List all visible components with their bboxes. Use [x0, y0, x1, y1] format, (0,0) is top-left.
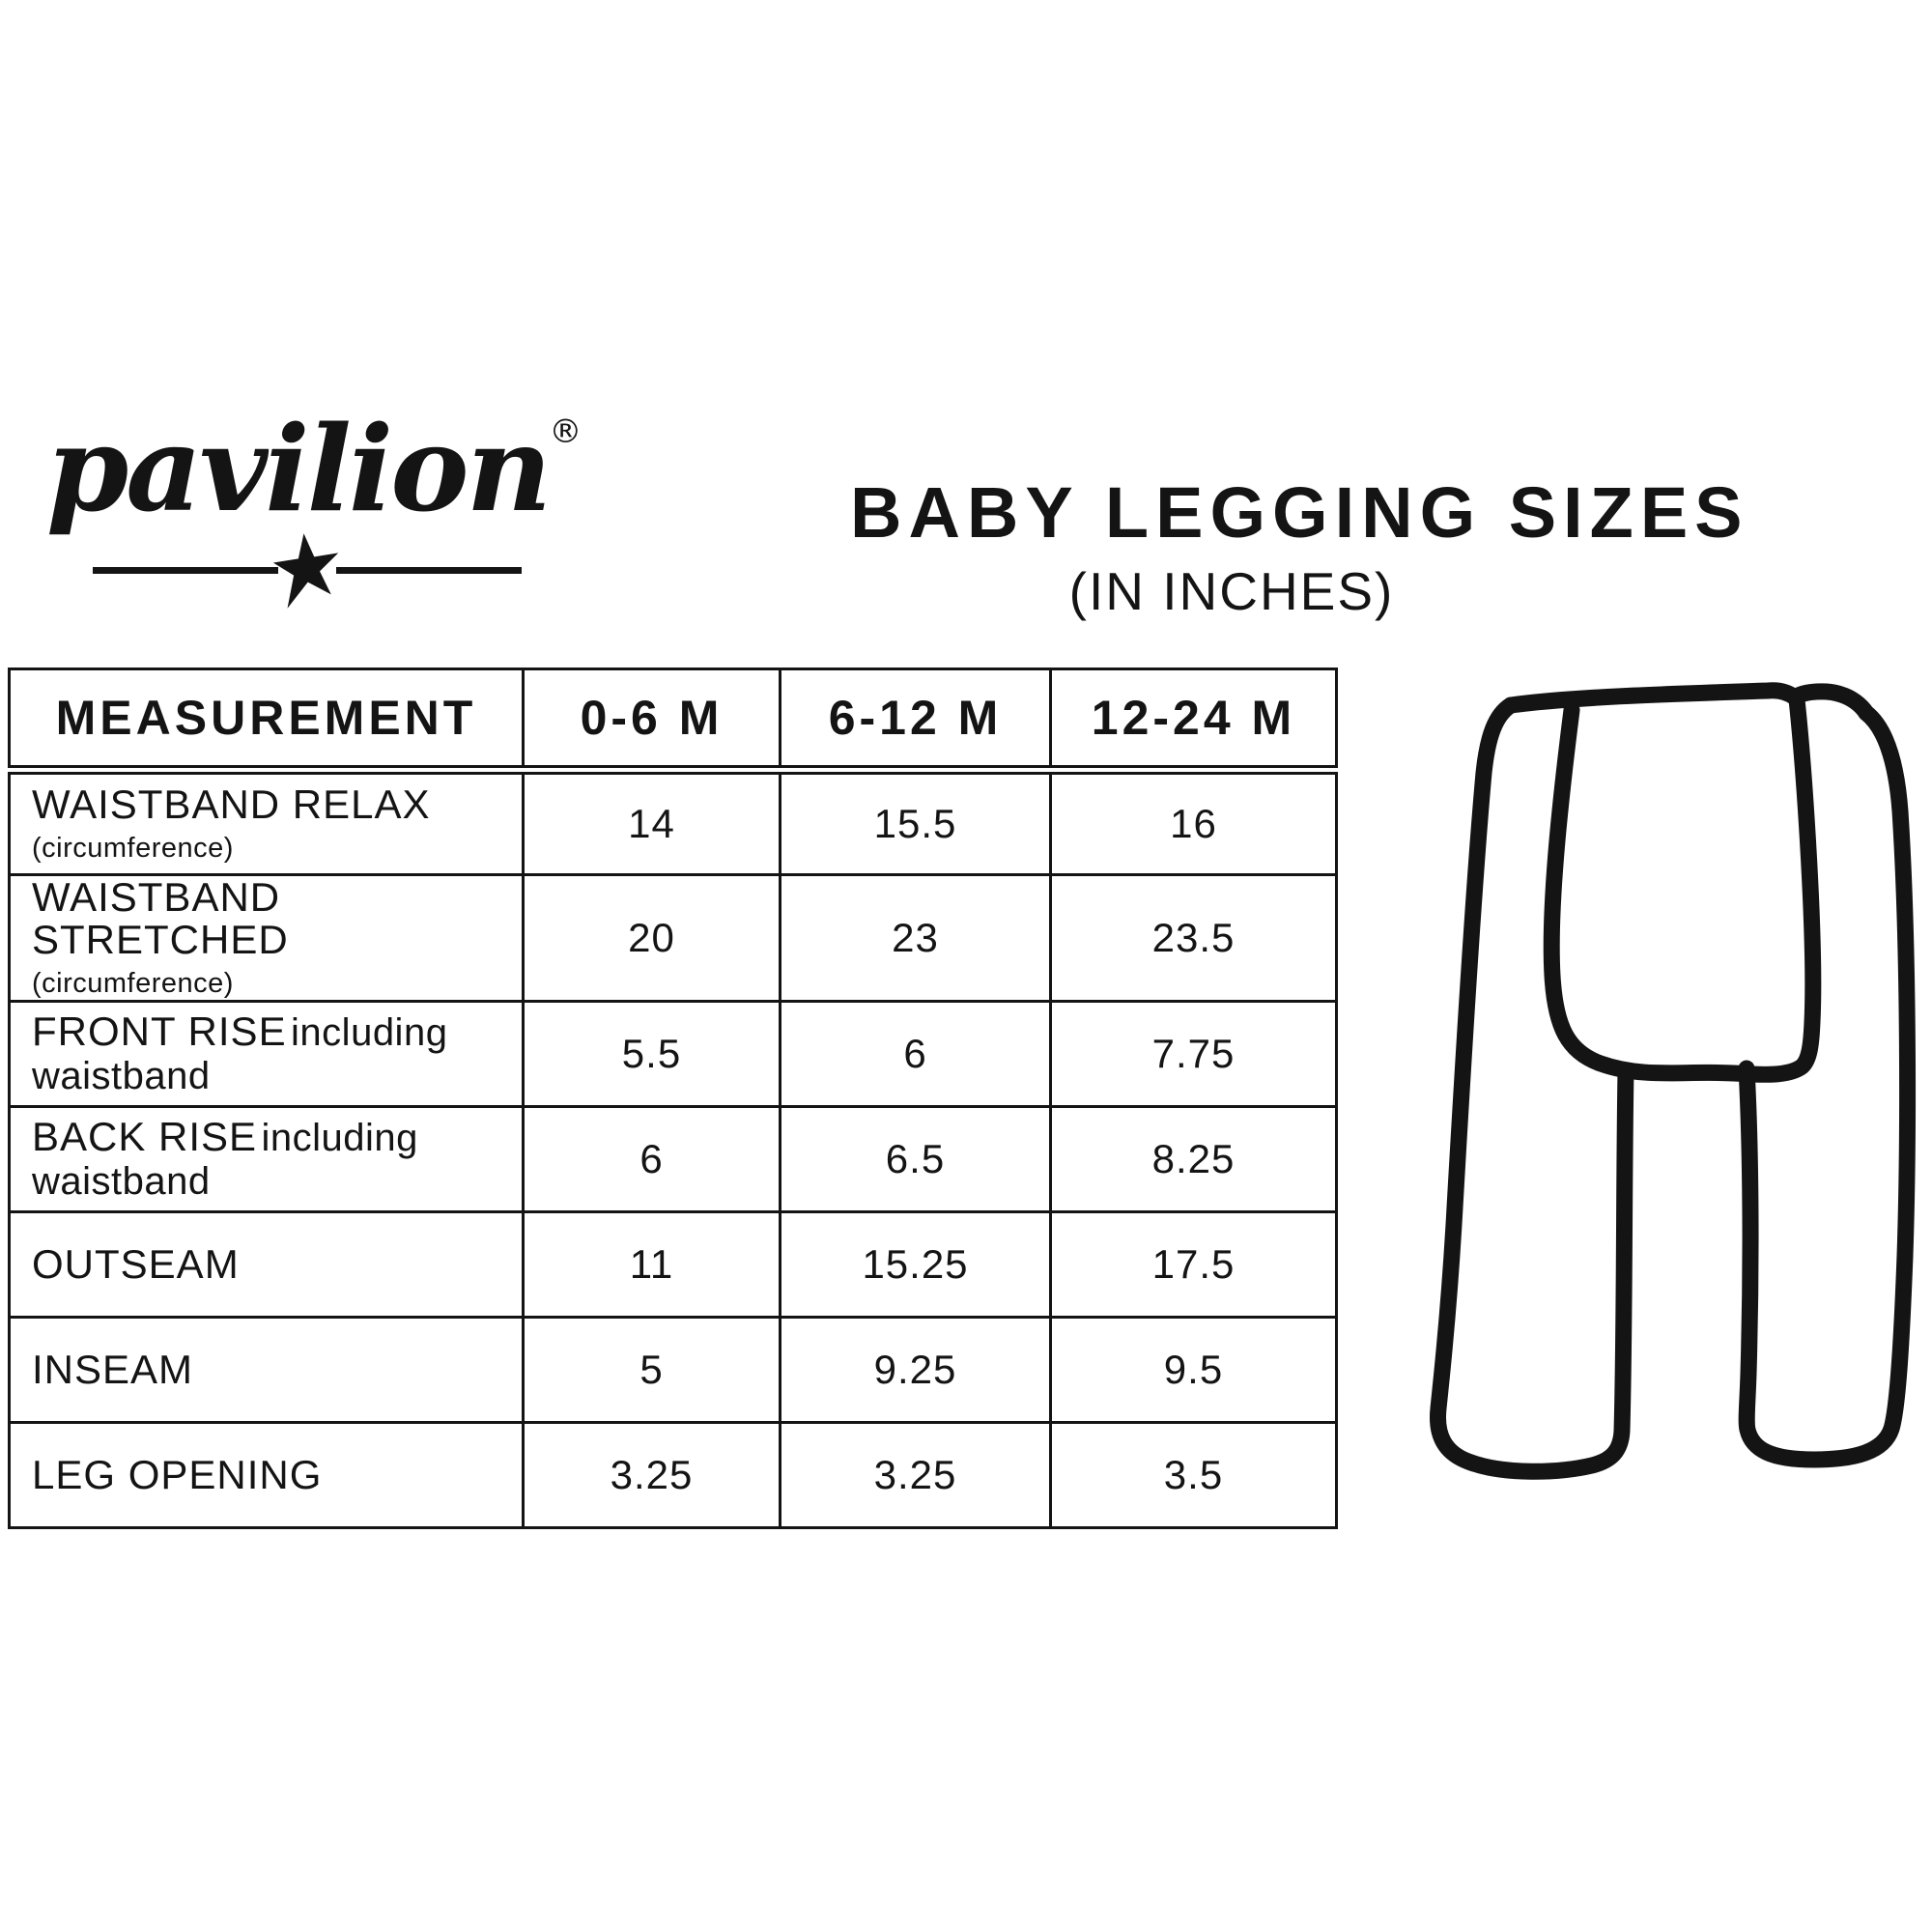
measurement-label: LEG OPENING — [32, 1452, 323, 1498]
leggings-seat-path — [1551, 699, 1813, 1074]
baby-leggings-illustration — [1391, 657, 1932, 1507]
value-cell: 5.5 — [524, 1002, 781, 1107]
value-cell: 6 — [524, 1107, 781, 1212]
value-cell: 16 — [1051, 770, 1337, 875]
measurement-label: FRONT RISE — [32, 1008, 287, 1054]
page-header — [850, 472, 1749, 622]
value-cell: 23.5 — [1051, 875, 1337, 1002]
row-label-cell — [10, 1423, 524, 1528]
table-row-front-rise — [10, 1002, 1337, 1107]
table-header-row — [10, 669, 1337, 770]
value-cell: 3.25 — [781, 1423, 1051, 1528]
value-cell: 5 — [524, 1318, 781, 1423]
value-cell: 3.5 — [1051, 1423, 1337, 1528]
measurement-note-text: including waistband — [32, 1116, 418, 1203]
column-header-6-12m: 6-12 M — [781, 669, 1051, 770]
table-row-outseam — [10, 1212, 1337, 1318]
value-cell: 15.5 — [781, 770, 1051, 875]
brand-name — [46, 399, 582, 538]
value-cell: 20 — [524, 875, 781, 1002]
registered-trademark-symbol: ® — [549, 412, 582, 451]
leggings-left-leg-path — [1437, 705, 1626, 1471]
row-label-cell — [10, 1212, 524, 1318]
table-row-waistband-stretched — [10, 875, 1337, 1002]
value-cell: 7.75 — [1051, 1002, 1337, 1107]
row-label-cell — [10, 875, 524, 1002]
star-icon — [273, 531, 341, 609]
value-cell: 14 — [524, 770, 781, 875]
value-cell: 9.25 — [781, 1318, 1051, 1423]
measurement-note: (circumference) — [32, 968, 234, 1000]
measurement-label: BACK RISE — [32, 1113, 258, 1159]
leggings-right-leg-path — [1747, 713, 1908, 1460]
value-cell: 15.25 — [781, 1212, 1051, 1318]
logo-rule-left — [93, 567, 278, 574]
column-header-0-6m: 0-6 M — [524, 669, 781, 770]
row-label-cell — [10, 770, 524, 875]
row-label-cell — [10, 1002, 524, 1107]
size-table — [8, 668, 1338, 1529]
logo-rule-right — [336, 567, 522, 574]
measurement-label: WAISTBAND RELAX — [32, 781, 431, 827]
value-cell: 17.5 — [1051, 1212, 1337, 1318]
brand-wordmark: pavilion — [46, 399, 550, 538]
table-row-waistband-relax — [10, 770, 1337, 875]
row-label-cell — [10, 1318, 524, 1423]
value-cell: 6.5 — [781, 1107, 1051, 1212]
value-cell: 3.25 — [524, 1423, 781, 1528]
measurement-note: (circumference) — [32, 832, 234, 864]
row-label-cell — [10, 1107, 524, 1212]
logo-underline-motif — [46, 531, 568, 609]
measurement-label: OUTSEAM — [32, 1241, 240, 1288]
measurement-label: WAISTBAND STRETCHED — [32, 874, 289, 963]
table-row-inseam — [10, 1318, 1337, 1423]
value-cell: 23 — [781, 875, 1051, 1002]
value-cell: 11 — [524, 1212, 781, 1318]
value-cell: 8.25 — [1051, 1107, 1337, 1212]
measurement-note-text: including waistband — [32, 1010, 448, 1097]
value-cell: 9.5 — [1051, 1318, 1337, 1423]
page-title: BABY LEGGING SIZES — [850, 472, 1749, 553]
value-cell: 6 — [781, 1002, 1051, 1107]
column-header-measurement: MEASUREMENT — [10, 669, 524, 770]
page-subtitle: (IN INCHES) — [1068, 560, 1395, 621]
measurement-label: INSEAM — [32, 1347, 194, 1393]
column-header-12-24m: 12-24 M — [1051, 669, 1337, 770]
table-row-back-rise — [10, 1107, 1337, 1212]
table-row-leg-opening — [10, 1423, 1337, 1528]
brand-logo — [46, 399, 582, 609]
